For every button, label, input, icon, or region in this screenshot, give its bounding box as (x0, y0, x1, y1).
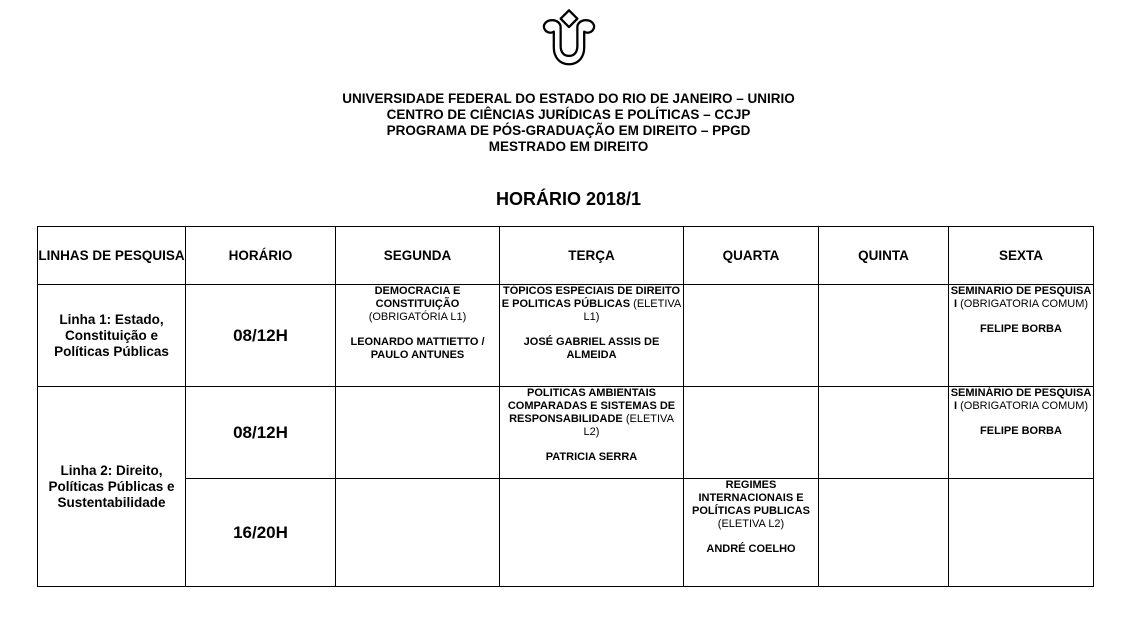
table-row (38, 387, 1094, 479)
day-cell-segunda (336, 387, 500, 479)
column-header: QUINTA (819, 227, 949, 285)
day-cell-sexta (949, 479, 1094, 587)
course-note: (OBRIGATORIA COMUM) (960, 298, 1089, 310)
day-cell-quinta (819, 285, 949, 387)
day-cell-terca (500, 285, 684, 387)
page-title: HORÁRIO 2018/1 (495, 189, 642, 209)
course-note: (ELETIVA L1) (583, 298, 682, 323)
day-cell-segunda (336, 285, 500, 387)
table-row (38, 479, 1094, 587)
day-cell-quarta (684, 479, 819, 587)
course-entry (684, 479, 818, 531)
course-note: (ELETIVA L2) (583, 413, 674, 438)
professor-name: ANDRÉ COELHO (706, 543, 796, 555)
linha-cell: Linha 1: Estado, Constituição e Políticas Públicas (38, 285, 186, 387)
day-cell-sexta (949, 387, 1094, 479)
course-entry (949, 387, 1093, 413)
unirio-logo (531, 8, 607, 78)
course-entry (500, 285, 683, 324)
schedule-table-body (38, 285, 1094, 587)
header-line-center: CENTRO DE CIÊNCIAS JURÍDICAS E POLÍTICAS – CCJP (386, 107, 751, 122)
course-entry (336, 285, 499, 324)
day-cell-terca (500, 387, 684, 479)
course-title: REGIMES INTERNACIONAIS E POLÍTICAS PUBLICAS (692, 479, 810, 517)
course-title: SEMINÁRIO DE PESQUISA I (950, 387, 1092, 412)
course-entry (500, 387, 683, 439)
horario-cell: 08/12H (186, 387, 336, 479)
header-line-university: UNIVERSIDADE FEDERAL DO ESTADO DO RIO DE JANEIRO – UNIRIO (342, 91, 795, 106)
course-title: SEMINARIO DE PESQUISA I (950, 285, 1092, 310)
horario-cell: 16/20H (186, 479, 336, 587)
day-cell-quarta (684, 387, 819, 479)
column-header: QUARTA (684, 227, 819, 285)
column-header: TERÇA (500, 227, 684, 285)
professor-name: PATRICIA SERRA (545, 451, 638, 463)
header-line-program: PROGRAMA DE PÓS-GRADUAÇÃO EM DIREITO – PPGD (386, 123, 751, 138)
course-title: POLITICAS AMBIENTAIS COMPARADAS E SISTEMAS DE RESPONSABILIDADE (507, 387, 676, 425)
day-cell-quinta (819, 479, 949, 587)
course-note: (OBRIGATÓRIA L1) (368, 311, 467, 323)
horario-cell: 08/12H (186, 285, 336, 387)
university-header (0, 91, 1137, 155)
column-header: SEXTA (949, 227, 1094, 285)
professor-name: FELIPE BORBA (980, 425, 1062, 437)
day-cell-terca (500, 479, 684, 587)
table-header-row (38, 227, 1094, 285)
linha-cell: Linha 2: Direito, Políticas Públicas e Sustentabilidade (38, 387, 186, 587)
professor-name: FELIPE BORBA (980, 323, 1062, 335)
table-row (38, 285, 1094, 387)
day-cell-quinta (819, 387, 949, 479)
day-cell-quarta (684, 285, 819, 387)
day-cell-segunda (336, 479, 500, 587)
course-title: DEMOCRACIA E CONSTITUIÇÃO (374, 285, 461, 310)
header-line-degree: MESTRADO EM DIREITO (488, 139, 649, 154)
course-entry (949, 285, 1093, 311)
professor-name: JOSÉ GABRIEL ASSIS DE ALMEIDA (523, 336, 660, 361)
column-header: HORÁRIO (186, 227, 336, 285)
schedule-table (37, 226, 1094, 587)
course-title: TÓPICOS ESPECIAIS DE DIREITO E POLITICAS PÚBLICAS (501, 285, 681, 310)
course-note: (OBRIGATORIA COMUM) (960, 400, 1089, 412)
day-cell-sexta (949, 285, 1094, 387)
course-note: (ELETIVA L2) (717, 518, 785, 530)
column-header: SEGUNDA (336, 227, 500, 285)
professor-name: LEONARDO MATTIETTO / PAULO ANTUNES (350, 336, 485, 361)
column-header: LINHAS DE PESQUISA (38, 227, 186, 285)
logo-wrap (0, 0, 1137, 83)
